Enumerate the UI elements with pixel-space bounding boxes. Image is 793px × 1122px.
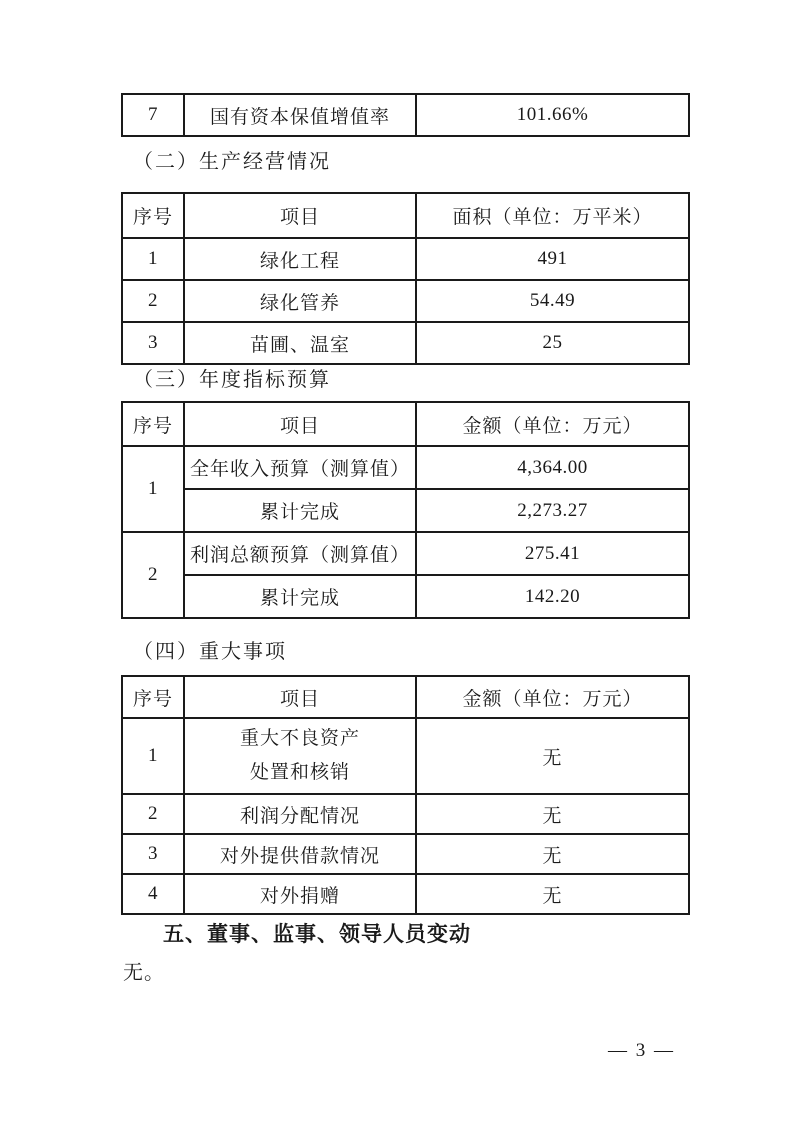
value-cell: 无: [416, 794, 689, 834]
header-cell: 金额（单位：万元）: [416, 402, 689, 446]
table-row: [122, 794, 689, 834]
item-cell: 国有资本保值增值率: [184, 94, 416, 136]
major-events-table: [121, 675, 690, 915]
row-number-cell: 1: [122, 446, 184, 532]
item-cell: 全年收入预算（测算值）: [184, 446, 416, 489]
table-row: [122, 94, 689, 136]
row-number-cell: 1: [122, 718, 184, 794]
header-cell: 序号: [122, 676, 184, 718]
section5-body: 无。: [123, 962, 165, 984]
item-line: 处置和核销: [249, 762, 350, 783]
table-row: [122, 532, 689, 575]
header-cell: 金额（单位：万元）: [416, 676, 689, 718]
production-table: [121, 192, 690, 365]
row-number-cell: 3: [122, 322, 184, 364]
table-row: [122, 834, 689, 874]
table-row: [122, 238, 689, 280]
item-cell: 累计完成: [184, 489, 416, 532]
item-cell: [184, 718, 416, 794]
item-cell: 利润分配情况: [184, 794, 416, 834]
section5-heading: 五、董事、监事、领导人员变动: [163, 923, 471, 946]
value-cell: 54.49: [416, 280, 689, 322]
header-cell: 面积（单位：万平米）: [416, 193, 689, 238]
item-cell: 对外提供借款情况: [184, 834, 416, 874]
table-row: [122, 575, 689, 618]
item-cell: 绿化管养: [184, 280, 416, 322]
header-cell: 序号: [122, 402, 184, 446]
table-row: [122, 280, 689, 322]
table-row: [122, 489, 689, 532]
row-number-cell: 2: [122, 280, 184, 322]
row-number-cell: 1: [122, 238, 184, 280]
item-cell: 苗圃、温室: [184, 322, 416, 364]
row-number-cell: 4: [122, 874, 184, 914]
value-cell: 101.66%: [416, 94, 689, 136]
section4-heading: （四）重大事项: [133, 641, 287, 663]
header-cell: 项目: [184, 402, 416, 446]
item-cell: 对外捐赠: [184, 874, 416, 914]
table-header-row: [122, 676, 689, 718]
page-number: — 3 —: [608, 1040, 675, 1061]
carryover-table: [121, 93, 690, 137]
value-cell: 275.41: [416, 532, 689, 575]
item-cell: 累计完成: [184, 575, 416, 618]
row-number-cell: 7: [122, 94, 184, 136]
budget-table: [121, 401, 690, 619]
section2-heading: （二）生产经营情况: [133, 151, 331, 173]
section3-heading: （三）年度指标预算: [133, 369, 331, 391]
header-cell: 项目: [184, 193, 416, 238]
value-cell: 4,364.00: [416, 446, 689, 489]
table-row: [122, 446, 689, 489]
value-cell: 491: [416, 238, 689, 280]
value-cell: 2,273.27: [416, 489, 689, 532]
value-cell: 无: [416, 874, 689, 914]
row-number-cell: 3: [122, 834, 184, 874]
header-cell: 序号: [122, 193, 184, 238]
table-row: [122, 874, 689, 914]
item-line: 重大不良资产: [239, 728, 360, 749]
value-cell: 142.20: [416, 575, 689, 618]
header-cell: 项目: [184, 676, 416, 718]
row-number-cell: 2: [122, 794, 184, 834]
value-cell: 25: [416, 322, 689, 364]
table-header-row: [122, 193, 689, 238]
item-cell: 绿化工程: [184, 238, 416, 280]
row-number-cell: 2: [122, 532, 184, 618]
table-header-row: [122, 402, 689, 446]
table-row: [122, 718, 689, 794]
value-cell: 无: [416, 718, 689, 794]
value-cell: 无: [416, 834, 689, 874]
item-cell: 利润总额预算（测算值）: [184, 532, 416, 575]
table-row: [122, 322, 689, 364]
